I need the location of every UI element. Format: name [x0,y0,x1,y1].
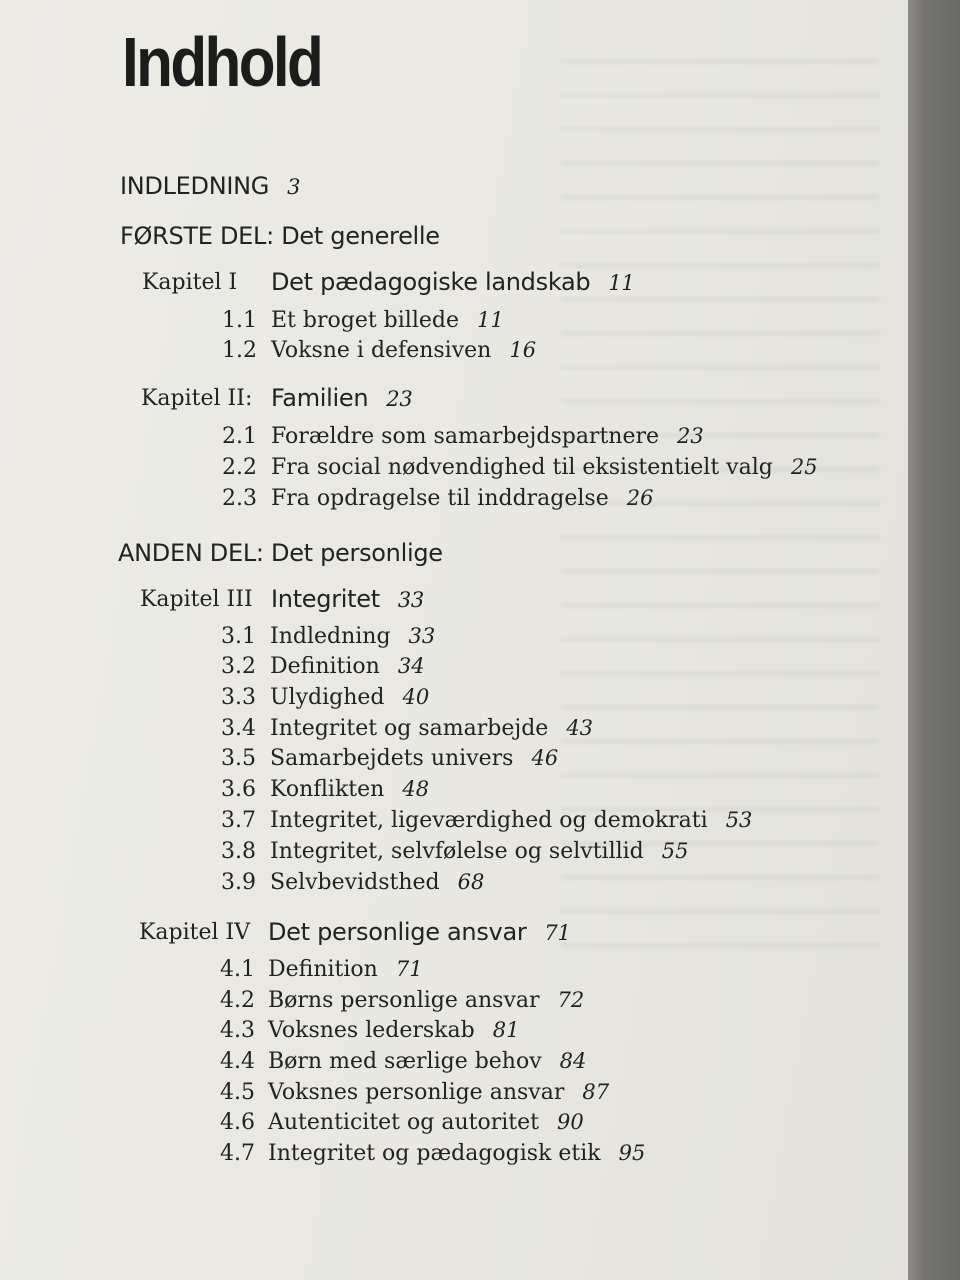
chapter-title [271,585,424,613]
section-title-text: Autenticitet og autoritet [268,1110,539,1135]
section-title-text: Integritet og pædagogisk etik [268,1141,601,1166]
section-title [268,1049,586,1074]
section-title-text: Forældre som samarbejdspartnere [271,424,660,449]
section-page: 87 [582,1080,610,1104]
chapter-page: 71 [544,921,571,945]
section-title [268,957,423,982]
intro-title: INDLEDNING [120,172,270,200]
section-title-text: Voksnes lederskab [268,1018,475,1043]
section-title-text: Konflikten [270,777,385,802]
section-number: 3.2 [221,654,256,679]
section-number: 4.4 [220,1049,255,1074]
section-title [271,338,536,363]
section-page: 43 [566,716,594,740]
toc-intro [120,172,300,200]
section-page: 46 [531,746,559,770]
section-number: 4.1 [220,957,255,982]
section-title-text: Integritet, selvfølelse og selvtillid [270,839,644,864]
section-page: 95 [618,1141,646,1165]
section-title [270,870,484,895]
section-title-text: Selvbevidsthed [270,870,440,895]
section-number: 4.7 [220,1141,255,1166]
section-number: 3.1 [221,624,256,649]
section-title [270,839,689,864]
section-number: 3.3 [221,685,256,710]
chapter-page: 23 [386,387,413,411]
chapter-title-text: Det personlige ansvar [268,918,527,946]
part-title: ANDEN DEL: Det personlige [118,539,443,567]
section-page: 72 [557,988,585,1012]
section-page: 26 [626,486,654,510]
toc-part-1 [120,222,440,250]
section-number: 4.6 [220,1110,255,1135]
section-page: 84 [559,1049,587,1073]
toc-part-2 [118,539,443,567]
section-title [271,424,704,449]
chapter-title-text: Integritet [271,585,380,613]
section-page: 48 [402,777,430,801]
section-title [270,746,558,771]
section-title-text: Børns personlige ansvar [268,988,540,1013]
chapter-label: Kapitel III [140,587,253,612]
section-title-text: Ulydighed [270,685,385,710]
section-page: 16 [509,338,537,362]
section-number: 1.2 [222,338,257,363]
section-page: 40 [402,685,430,709]
section-page: 90 [556,1110,584,1134]
section-title [271,455,818,480]
section-page: 25 [790,455,818,479]
section-title [270,685,429,710]
section-title [271,486,653,511]
chapter-page: 33 [397,588,424,612]
chapter-page: 11 [608,271,635,295]
section-title-text: Voksnes personlige ansvar [268,1080,565,1105]
chapter-label: Kapitel II: [141,386,253,411]
section-number: 2.3 [222,486,257,511]
chapter-title-text: Familien [271,384,369,412]
section-title [270,624,435,649]
section-page: 53 [725,808,753,832]
section-title [268,1018,519,1043]
section-number: 3.6 [221,777,256,802]
section-title [270,777,429,802]
section-title-text: Et broget billede [271,308,459,333]
section-number: 2.2 [222,455,257,480]
chapter-title-text: Det pædagogiske landskab [271,268,591,296]
section-page: 81 [492,1018,520,1042]
section-page: 71 [395,957,423,981]
section-number: 4.3 [220,1018,255,1043]
section-title-text: Fra opdragelse til inddragelse [271,486,609,511]
section-title [270,808,752,833]
section-number: 3.8 [221,839,256,864]
part-title: FØRSTE DEL: Det generelle [120,222,440,250]
chapter-title [271,384,412,412]
section-title [268,1141,645,1166]
section-title [268,1080,609,1105]
section-title [268,1110,584,1135]
section-title [271,308,504,333]
section-title-text: Fra social nødvendighed til eksistentielt valg [271,455,773,480]
section-number: 3.4 [221,716,256,741]
section-title-text: Voksne i defensiven [271,338,492,363]
section-page: 34 [397,654,425,678]
chapter-title [268,918,571,946]
section-title [270,716,593,741]
section-page: 68 [457,870,485,894]
section-page: 33 [408,624,436,648]
section-title [270,654,425,679]
section-page: 11 [477,308,504,332]
book-edge-shadow [908,0,960,1280]
section-title-text: Integritet, ligeværdighed og demokrati [270,808,708,833]
intro-page: 3 [287,175,301,199]
section-number: 4.5 [220,1080,255,1105]
section-title-text: Definition [270,654,380,679]
section-number: 3.7 [221,808,256,833]
section-number: 3.9 [221,870,256,895]
section-number: 4.2 [220,988,255,1013]
chapter-label: Kapitel IV [139,920,251,945]
section-title-text: Definition [268,957,378,982]
section-number: 1.1 [222,308,257,333]
section-title-text: Samarbejdets univers [270,746,514,771]
chapter-title [271,268,634,296]
section-number: 2.1 [222,424,257,449]
section-page: 23 [677,424,704,448]
section-title-text: Integritet og samarbejde [270,716,549,741]
section-page: 55 [661,839,689,863]
section-title-text: Børn med særlige behov [268,1049,542,1074]
section-title-text: Indledning [270,624,391,649]
page-title: Indhold [122,23,322,101]
section-number: 3.5 [221,746,256,771]
chapter-label: Kapitel I [142,270,238,295]
section-title [268,988,584,1013]
